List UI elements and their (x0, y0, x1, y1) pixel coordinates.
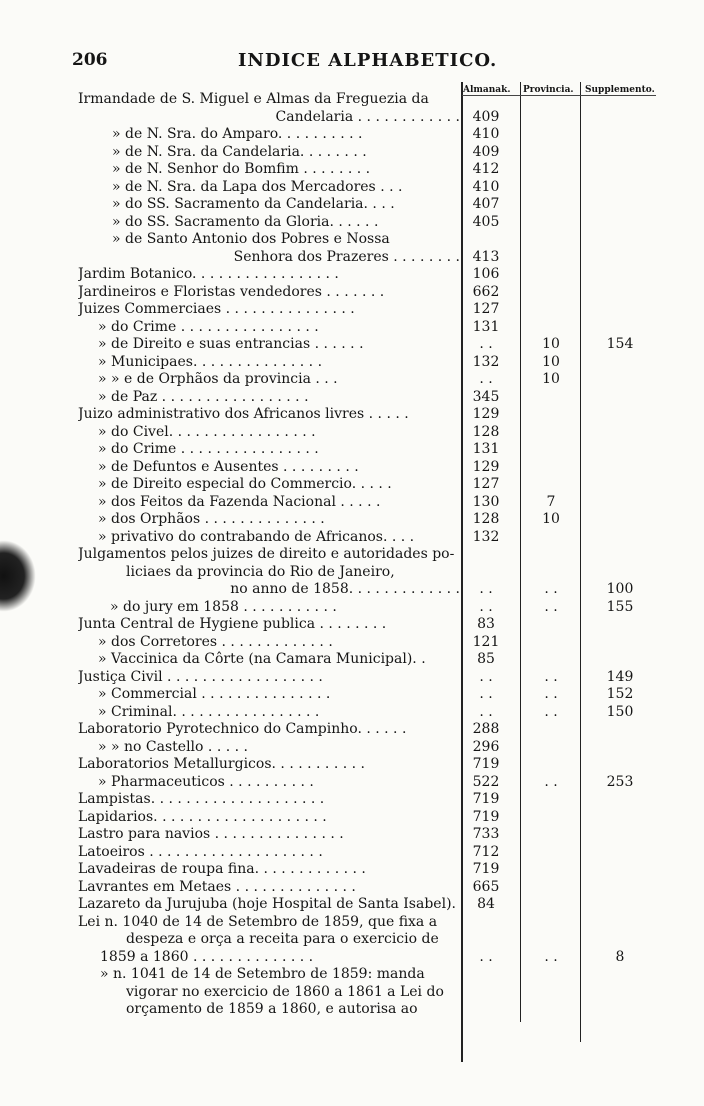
index-entry (0, 511, 704, 529)
index-entry (0, 634, 704, 652)
entry-text: » de N. Sra. da Candelaria. . . . . . . . (112, 143, 367, 160)
entry-text: Justiça Civil . . . . . . . . . . . . . . . . . . (78, 668, 323, 685)
entry-text: Julgamentos pelos juizes de direito e autoridades po- (78, 546, 455, 562)
entry-almanak-page: . . (479, 686, 493, 702)
index-entry (0, 126, 704, 144)
entry-provincia-page: 7 (546, 493, 556, 510)
entry-text: orçamento de 1859 a 1860, e autorisa ao (126, 1001, 418, 1017)
index-entry (0, 249, 704, 267)
entry-almanak-page: . . (479, 581, 493, 597)
entry-supplemento-page: 154 (606, 336, 634, 352)
entry-text: » de N. Sra. do Amparo. . . . . . . . . . (112, 126, 363, 142)
entry-almanak-page: 662 (472, 283, 500, 300)
entry-almanak-page: 132 (472, 528, 500, 545)
index-entry (0, 1001, 704, 1019)
entry-almanak-page: 413 (472, 248, 500, 265)
entry-almanak-page: 719 (472, 791, 500, 807)
entry-text: » do Civel. . . . . . . . . . . . . . . . . (98, 423, 316, 440)
index-entry (0, 616, 704, 634)
index-entry (0, 984, 704, 1002)
entry-almanak-page: 127 (472, 301, 500, 317)
entry-text: » de N. Sra. da Lapa dos Mercadores . . . (112, 178, 403, 195)
entry-provincia-page: 10 (542, 371, 560, 387)
entry-almanak-page: 522 (472, 773, 500, 790)
entry-text: » dos Orphãos . . . . . . . . . . . . . . (98, 511, 325, 527)
entry-almanak-page: 129 (472, 458, 500, 475)
entry-almanak-page: 409 (472, 143, 500, 160)
entry-text: » de Defuntos e Ausentes . . . . . . . . . (98, 458, 359, 475)
entry-provincia-page: . . (544, 703, 558, 720)
entry-supplemento-page: 150 (606, 703, 634, 720)
entry-almanak-page: 128 (472, 423, 500, 440)
index-entry (0, 284, 704, 302)
entry-text: Lavrantes em Metaes . . . . . . . . . . . . . . (78, 878, 356, 895)
index-entry (0, 196, 704, 214)
entry-text: Juizes Commerciaes . . . . . . . . . . . . . . . (78, 301, 355, 317)
entry-text: » de N. Senhor do Bomfim . . . . . . . . (112, 161, 371, 177)
entry-text: » do jury em 1858 . . . . . . . . . . . (110, 598, 337, 615)
entry-almanak-page: 405 (472, 213, 500, 230)
entry-almanak-page: 345 (472, 388, 500, 405)
entry-text: despeza e orça a receita para o exercicio de (126, 931, 439, 947)
index-entry (0, 581, 704, 599)
entry-text: » dos Corretores . . . . . . . . . . . . . (98, 633, 333, 650)
index-entry (0, 879, 704, 897)
index-entry (0, 161, 704, 179)
entry-supplemento-page: 149 (606, 668, 634, 685)
index-entry (0, 599, 704, 617)
index-entry (0, 336, 704, 354)
index-entry (0, 406, 704, 424)
entry-text: » Criminal. . . . . . . . . . . . . . . . . (98, 703, 320, 720)
entry-text: » do SS. Sacramento da Gloria. . . . . . (112, 213, 379, 230)
entry-almanak-page: 288 (472, 721, 500, 737)
entry-text: Jardim Botanico. . . . . . . . . . . . . . . . . (78, 266, 339, 282)
entry-almanak-page: 719 (472, 861, 500, 877)
entry-text: » de Santo Antonio dos Pobres e Nossa (112, 231, 390, 247)
index-entry (0, 931, 704, 949)
entry-almanak-page: 733 (472, 826, 500, 842)
entry-text: 1859 a 1860 . . . . . . . . . . . . . . (100, 948, 314, 965)
entry-text: Lapidarios. . . . . . . . . . . . . . . . . . . . (78, 808, 327, 825)
entry-text: » Pharmaceuticos . . . . . . . . . . (98, 773, 314, 790)
entry-almanak-page: 129 (472, 406, 500, 422)
index-entry (0, 109, 704, 127)
index-entry (0, 301, 704, 319)
entry-almanak-page: 409 (472, 108, 500, 125)
index-entry (0, 686, 704, 704)
entry-almanak-page: 412 (472, 161, 500, 177)
index-entry (0, 809, 704, 827)
entry-almanak-page: 128 (472, 511, 500, 527)
index-entry (0, 214, 704, 232)
entry-text: Lazareto da Jurujuba (hoje Hospital de Santa Isabel). (78, 896, 456, 912)
index-entry (0, 721, 704, 739)
index-entry (0, 494, 704, 512)
entry-almanak-page: 131 (472, 318, 500, 335)
entry-provincia-page: 10 (542, 353, 560, 370)
entry-almanak-page: 130 (472, 493, 500, 510)
index-entry (0, 774, 704, 792)
entry-text: » » no Castello . . . . . (98, 738, 248, 755)
index-entry (0, 739, 704, 757)
index-entry (0, 704, 704, 722)
entry-almanak-page: 712 (472, 843, 500, 860)
column-header-supplemento: Supplemento. (585, 85, 655, 95)
index-entry (0, 529, 704, 547)
index-entry (0, 266, 704, 284)
entry-text: » do SS. Sacramento da Candelaria. . . . (112, 196, 395, 212)
entry-almanak-page: . . (479, 336, 493, 352)
entry-provincia-page: . . (544, 668, 558, 685)
entry-almanak-page: 296 (472, 738, 500, 755)
index-entry (0, 669, 704, 687)
entry-text: Laboratorios Metallurgicos. . . . . . . . . . . (78, 756, 365, 772)
entry-text: liciaes da provincia do Rio de Janeiro, (126, 563, 395, 580)
entry-almanak-page: 106 (472, 266, 500, 282)
index-entry (0, 476, 704, 494)
index-entry (0, 91, 704, 109)
index-entry (0, 389, 704, 407)
index-entry (0, 826, 704, 844)
index-entry (0, 844, 704, 862)
index-entry (0, 546, 704, 564)
entry-text: » Commercial . . . . . . . . . . . . . . . (98, 686, 331, 702)
entry-almanak-page: 85 (477, 651, 495, 667)
index-entry (0, 966, 704, 984)
entry-text: vigorar no exercicio de 1860 a 1861 a Lei do (126, 983, 444, 1000)
entry-text: » Vaccinica da Côrte (na Camara Municipal). . (98, 651, 426, 667)
column-header-almanak: Almanak. (463, 85, 511, 95)
entry-text: Lampistas. . . . . . . . . . . . . . . . . . . . (78, 791, 325, 807)
entry-almanak-page: 665 (472, 878, 500, 895)
entry-text: Latoeiros . . . . . . . . . . . . . . . . . . . . (78, 843, 323, 860)
entry-text: Senhora dos Prazeres . . . . . . . . (233, 248, 460, 265)
entry-almanak-page: 83 (477, 616, 495, 632)
entry-almanak-page: 132 (472, 353, 500, 370)
index-entry (0, 144, 704, 162)
entry-text: » de Paz . . . . . . . . . . . . . . . . . (98, 388, 309, 405)
entry-almanak-page: 127 (472, 476, 500, 492)
entry-almanak-page: . . (479, 703, 493, 720)
index-entry (0, 861, 704, 879)
entry-provincia-page: . . (544, 773, 558, 790)
index-entry (0, 354, 704, 372)
entry-supplemento-page: 8 (615, 948, 625, 965)
entry-text: » de Direito especial do Commercio. . . . . (98, 476, 392, 492)
index-entry (0, 914, 704, 932)
index-entry (0, 424, 704, 442)
entry-almanak-page: 121 (472, 633, 500, 650)
index-entry (0, 231, 704, 249)
entry-text: Jardineiros e Floristas vendedores . . . . . . . (78, 283, 385, 300)
entry-text: » de Direito e suas entrancias . . . . . . (98, 336, 364, 352)
index-table (0, 91, 704, 1019)
entry-almanak-page: . . (479, 598, 493, 615)
entry-text: » do Crime . . . . . . . . . . . . . . . . (98, 318, 319, 335)
entry-almanak-page: 410 (472, 126, 500, 142)
entry-supplemento-page: 100 (606, 581, 634, 597)
entry-text: Irmandade de S. Miguel e Almas da Freguezia da (78, 91, 429, 107)
index-entry (0, 949, 704, 967)
entry-almanak-page: 410 (472, 178, 500, 195)
entry-text: Junta Central de Hygiene publica . . . . . . . . (78, 616, 387, 632)
entry-text: » dos Feitos da Fazenda Nacional . . . . . (98, 493, 381, 510)
index-entry (0, 179, 704, 197)
column-header-provincia: Provincia. (523, 85, 574, 95)
entry-supplemento-page: 152 (606, 686, 634, 702)
entry-almanak-page: 131 (472, 441, 500, 457)
entry-text: Lei n. 1040 de 14 de Setembro de 1859, que fixa a (78, 913, 438, 930)
entry-provincia-page: . . (544, 598, 558, 615)
index-entry (0, 459, 704, 477)
entry-almanak-page: 719 (472, 756, 500, 772)
running-head: INDICE ALPHABETICO. (238, 50, 498, 71)
index-entry (0, 756, 704, 774)
index-entry (0, 791, 704, 809)
page-number: 206 (72, 50, 108, 70)
index-entry (0, 896, 704, 914)
entry-almanak-page: 407 (472, 196, 500, 212)
entry-text: Juizo administrativo dos Africanos livres . . . . . (78, 406, 409, 422)
entry-text: » n. 1041 de 14 de Setembro de 1859: manda (100, 966, 425, 982)
index-entry (0, 564, 704, 582)
entry-text: Lastro para navios . . . . . . . . . . . . . . . (78, 826, 344, 842)
index-entry (0, 371, 704, 389)
entry-almanak-page: 84 (477, 896, 495, 912)
entry-almanak-page: . . (479, 668, 493, 685)
entry-supplemento-page: 253 (606, 773, 634, 790)
entry-provincia-page: 10 (542, 336, 560, 352)
entry-almanak-page: . . (479, 371, 493, 387)
entry-supplemento-page: 155 (606, 598, 634, 615)
index-entry (0, 651, 704, 669)
entry-almanak-page: 719 (472, 808, 500, 825)
index-entry (0, 441, 704, 459)
entry-text: no anno de 1858. . . . . . . . . . . . . (230, 581, 460, 597)
entry-text: Lavadeiras de roupa fina. . . . . . . . . . . . . (78, 861, 366, 877)
entry-text: » Municipaes. . . . . . . . . . . . . . . (98, 353, 323, 370)
entry-provincia-page: . . (544, 686, 558, 702)
entry-provincia-page: . . (544, 581, 558, 597)
entry-almanak-page: . . (479, 948, 493, 965)
index-entry (0, 319, 704, 337)
entry-text: » do Crime . . . . . . . . . . . . . . . . (98, 441, 319, 457)
entry-text: Candelaria . . . . . . . . . . . . (275, 108, 460, 125)
entry-text: » » e de Orphãos da provincia . . . (98, 371, 338, 387)
entry-text: Laboratorio Pyrotechnico do Campinho. . . . . . (78, 721, 407, 737)
entry-provincia-page: 10 (542, 511, 560, 527)
entry-provincia-page: . . (544, 948, 558, 965)
entry-text: » privativo do contrabando de Africanos. . . . (98, 528, 415, 545)
